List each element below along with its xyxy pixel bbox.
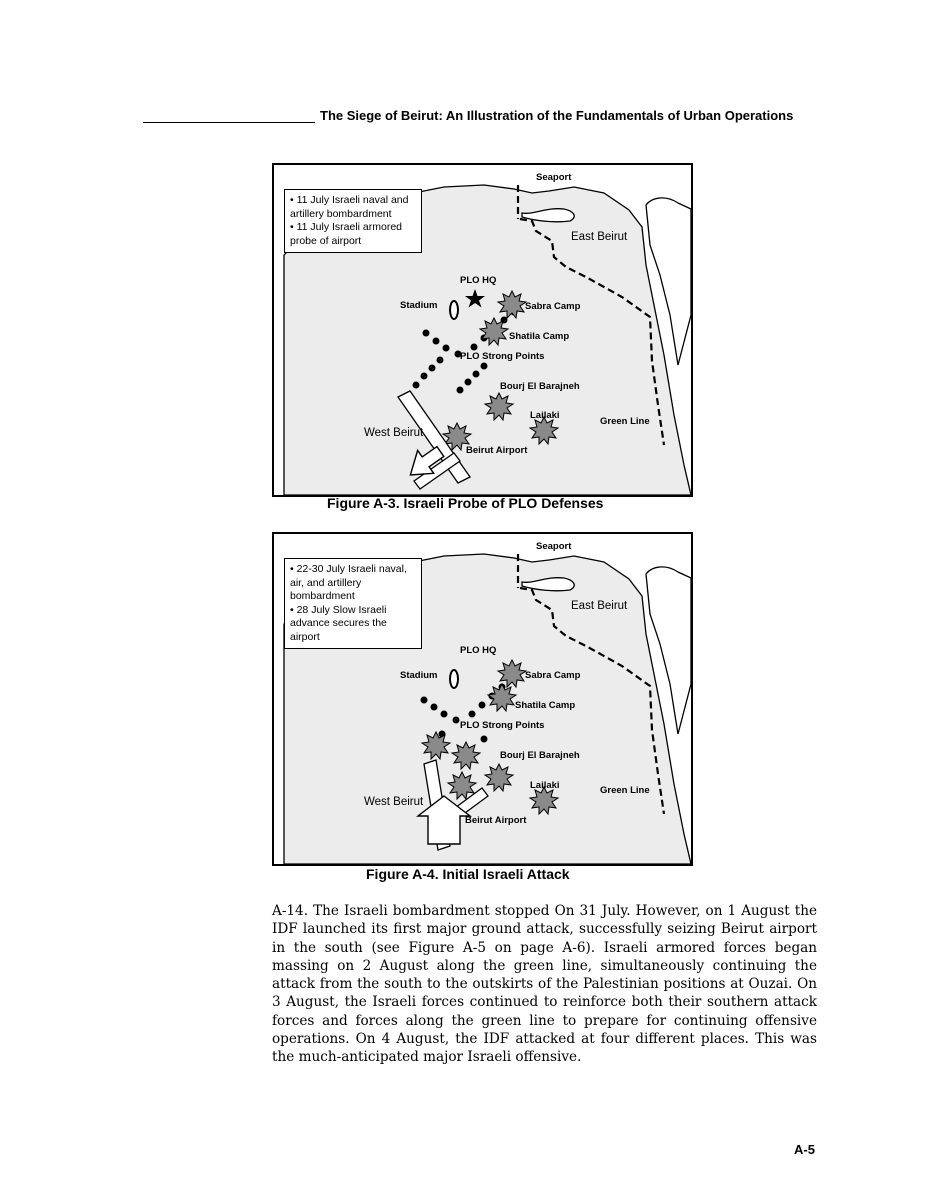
label-green-line: Green Line bbox=[600, 785, 650, 796]
running-header-title: The Siege of Beirut: An Illustration of the Fundamentals of Urban Operations bbox=[320, 108, 794, 123]
note-line-1: • 22-30 July Israeli naval, air, and artillery bombardment bbox=[290, 563, 407, 602]
label-bourj-el-barajneh: Bourj El Barajneh bbox=[500, 750, 580, 761]
figure-a3-notes bbox=[284, 189, 422, 253]
label-plo-strong-points: PLO Strong Points bbox=[460, 351, 545, 362]
header-rule bbox=[143, 122, 315, 123]
figure-a3-map bbox=[272, 163, 693, 497]
label-plo-strong-points: PLO Strong Points bbox=[460, 720, 545, 731]
figure-a4-map bbox=[272, 532, 693, 866]
stadium-marker bbox=[450, 670, 458, 688]
figure-a4-caption: Figure A-4. Initial Israeli Attack bbox=[366, 866, 570, 882]
figure-a3-caption: Figure A-3. Israeli Probe of PLO Defenses bbox=[327, 495, 604, 511]
paragraph-a14: A-14. The Israeli bombardment stopped On 31 July. However, on 1 August the IDF launched its first major ground attack, successfully seizing Beirut airport in the south (see Figure A-5 on page A-6). Israeli armored forces began massing on 2 August along the green line, simultaneously continuing the attack from the south to the outskirts of the Palestinian positions at Ouzai. On 3 August, the Israeli forces continued to reinforce both their southern attack forces and forces along the green line to prepare for continuing offensive operations. On 4 August, the IDF attacked at four different places. This was the much-anticipated major Israeli offensive. bbox=[272, 903, 817, 1066]
label-green-line: Green Line bbox=[600, 416, 650, 427]
label-east-beirut: East Beirut bbox=[571, 231, 628, 243]
label-sabra-camp: Sabra Camp bbox=[525, 301, 581, 312]
label-seaport: Seaport bbox=[536, 172, 572, 183]
label-west-beirut: West Beirut bbox=[364, 427, 424, 439]
page-number: A-5 bbox=[794, 1142, 815, 1157]
label-beirut-airport: Beirut Airport bbox=[466, 445, 528, 456]
label-lailaki: Lailaki bbox=[530, 780, 560, 791]
label-plo-hq: PLO HQ bbox=[460, 275, 497, 286]
label-plo-hq: PLO HQ bbox=[460, 645, 497, 656]
note-line-2: • 11 July Israeli armored probe of airport bbox=[290, 221, 403, 247]
label-west-beirut: West Beirut bbox=[364, 796, 424, 808]
label-beirut-airport: Beirut Airport bbox=[465, 815, 527, 826]
label-stadium: Stadium bbox=[400, 300, 438, 311]
note-line-2: • 28 July Slow Israeli advance secures the airport bbox=[290, 603, 387, 643]
label-seaport: Seaport bbox=[536, 541, 572, 552]
label-shatila-camp: Shatila Camp bbox=[515, 700, 576, 711]
label-stadium: Stadium bbox=[400, 670, 438, 681]
label-lailaki: Lailaki bbox=[530, 410, 560, 421]
label-bourj-el-barajneh: Bourj El Barajneh bbox=[500, 381, 580, 392]
note-line-1: • 11 July Israeli naval and artillery bombardment bbox=[290, 194, 409, 220]
label-shatila-camp: Shatila Camp bbox=[509, 331, 570, 342]
stadium-marker bbox=[450, 301, 458, 319]
label-east-beirut: East Beirut bbox=[571, 600, 628, 612]
figure-a4-notes bbox=[284, 558, 422, 649]
label-sabra-camp: Sabra Camp bbox=[525, 670, 581, 681]
